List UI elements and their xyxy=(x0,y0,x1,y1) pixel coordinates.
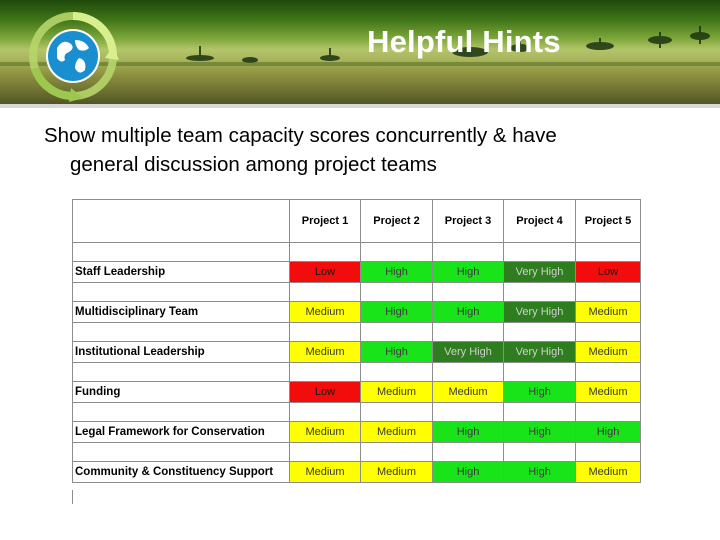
score-cell: High xyxy=(433,262,504,283)
spacer-cell xyxy=(504,323,576,342)
spacer-cell xyxy=(361,283,433,302)
score-cell: High xyxy=(504,462,576,483)
row-label: Legal Framework for Conservation xyxy=(73,422,290,443)
spacer-cell xyxy=(504,403,576,422)
spacer-cell xyxy=(504,363,576,382)
team-capacity-table xyxy=(72,199,641,483)
spacer-cell xyxy=(290,323,361,342)
spacer-cell xyxy=(361,243,433,262)
spacer-cell xyxy=(433,443,504,462)
bullet-text xyxy=(44,121,684,179)
score-cell: Medium xyxy=(576,342,641,363)
score-cell: Medium xyxy=(290,342,361,363)
spacer-cell xyxy=(73,243,290,262)
score-cell: Medium xyxy=(290,462,361,483)
spacer-row xyxy=(73,323,641,342)
table-row xyxy=(73,342,641,363)
spacer-cell xyxy=(361,443,433,462)
score-cell: Medium xyxy=(361,422,433,443)
score-cell: Medium xyxy=(576,382,641,403)
project-header-2: Project 2 xyxy=(361,200,433,243)
score-cell: Medium xyxy=(290,422,361,443)
row-label: Staff Leadership xyxy=(73,262,290,283)
spacer-cell xyxy=(433,243,504,262)
spacer-cell xyxy=(576,323,641,342)
bullet-line-1: Show multiple team capacity scores concurrently & have xyxy=(44,124,557,147)
table-row xyxy=(73,462,641,483)
score-cell: High xyxy=(361,262,433,283)
score-cell: Medium xyxy=(290,302,361,323)
spacer-cell xyxy=(504,243,576,262)
bullet-line-2: general discussion among project teams xyxy=(70,153,437,176)
spacer-cell xyxy=(361,323,433,342)
table-row xyxy=(73,302,641,323)
spacer-row xyxy=(73,243,641,262)
row-label: Institutional Leadership xyxy=(73,342,290,363)
spacer-cell xyxy=(576,363,641,382)
spacer-cell xyxy=(290,283,361,302)
spacer-cell xyxy=(576,403,641,422)
score-cell: Very High xyxy=(504,262,576,283)
table-row xyxy=(73,262,641,283)
spacer-cell xyxy=(576,243,641,262)
slide-title: Helpful Hints xyxy=(367,24,561,59)
score-cell: Medium xyxy=(361,382,433,403)
spacer-cell xyxy=(73,283,290,302)
score-cell: High xyxy=(504,422,576,443)
score-cell: Low xyxy=(290,262,361,283)
row-label: Community & Constituency Support xyxy=(73,462,290,483)
score-cell: Very High xyxy=(433,342,504,363)
score-cell: Very High xyxy=(504,342,576,363)
header-corner-cell xyxy=(73,200,290,243)
score-cell: Medium xyxy=(576,302,641,323)
score-cell: Low xyxy=(290,382,361,403)
score-cell: Medium xyxy=(361,462,433,483)
row-label: Funding xyxy=(73,382,290,403)
spacer-cell xyxy=(504,443,576,462)
spacer-cell xyxy=(290,403,361,422)
spacer-cell xyxy=(504,283,576,302)
project-header-1: Project 1 xyxy=(290,200,361,243)
row-label: Multidisciplinary Team xyxy=(73,302,290,323)
table-row xyxy=(73,382,641,403)
spacer-cell xyxy=(433,323,504,342)
score-cell: High xyxy=(433,422,504,443)
header-row xyxy=(73,200,641,243)
spacer-cell xyxy=(290,243,361,262)
score-cell: High xyxy=(361,302,433,323)
score-cell: Low xyxy=(576,262,641,283)
spacer-cell xyxy=(576,443,641,462)
globe-recycle-arrows-icon xyxy=(27,10,119,102)
spacer-row xyxy=(73,403,641,422)
score-cell: High xyxy=(361,342,433,363)
score-cell: High xyxy=(576,422,641,443)
project-header-3: Project 3 xyxy=(433,200,504,243)
score-cell: Medium xyxy=(433,382,504,403)
spacer-cell xyxy=(290,363,361,382)
title-banner xyxy=(0,0,720,108)
project-header-4: Project 4 xyxy=(504,200,576,243)
spacer-row xyxy=(73,283,641,302)
score-cell: Very High xyxy=(504,302,576,323)
table-edge-line xyxy=(72,490,73,504)
spacer-cell xyxy=(73,443,290,462)
spacer-cell xyxy=(433,363,504,382)
spacer-cell xyxy=(433,403,504,422)
spacer-cell xyxy=(290,443,361,462)
table-body xyxy=(73,200,641,483)
spacer-cell xyxy=(361,403,433,422)
spacer-cell xyxy=(73,403,290,422)
spacer-row xyxy=(73,443,641,462)
spacer-cell xyxy=(361,363,433,382)
spacer-cell xyxy=(576,283,641,302)
score-cell: High xyxy=(504,382,576,403)
spacer-row xyxy=(73,363,641,382)
spacer-cell xyxy=(73,363,290,382)
spacer-cell xyxy=(433,283,504,302)
score-cell: High xyxy=(433,302,504,323)
project-header-5: Project 5 xyxy=(576,200,641,243)
score-cell: High xyxy=(433,462,504,483)
table-row xyxy=(73,422,641,443)
spacer-cell xyxy=(73,323,290,342)
score-cell: Medium xyxy=(576,462,641,483)
